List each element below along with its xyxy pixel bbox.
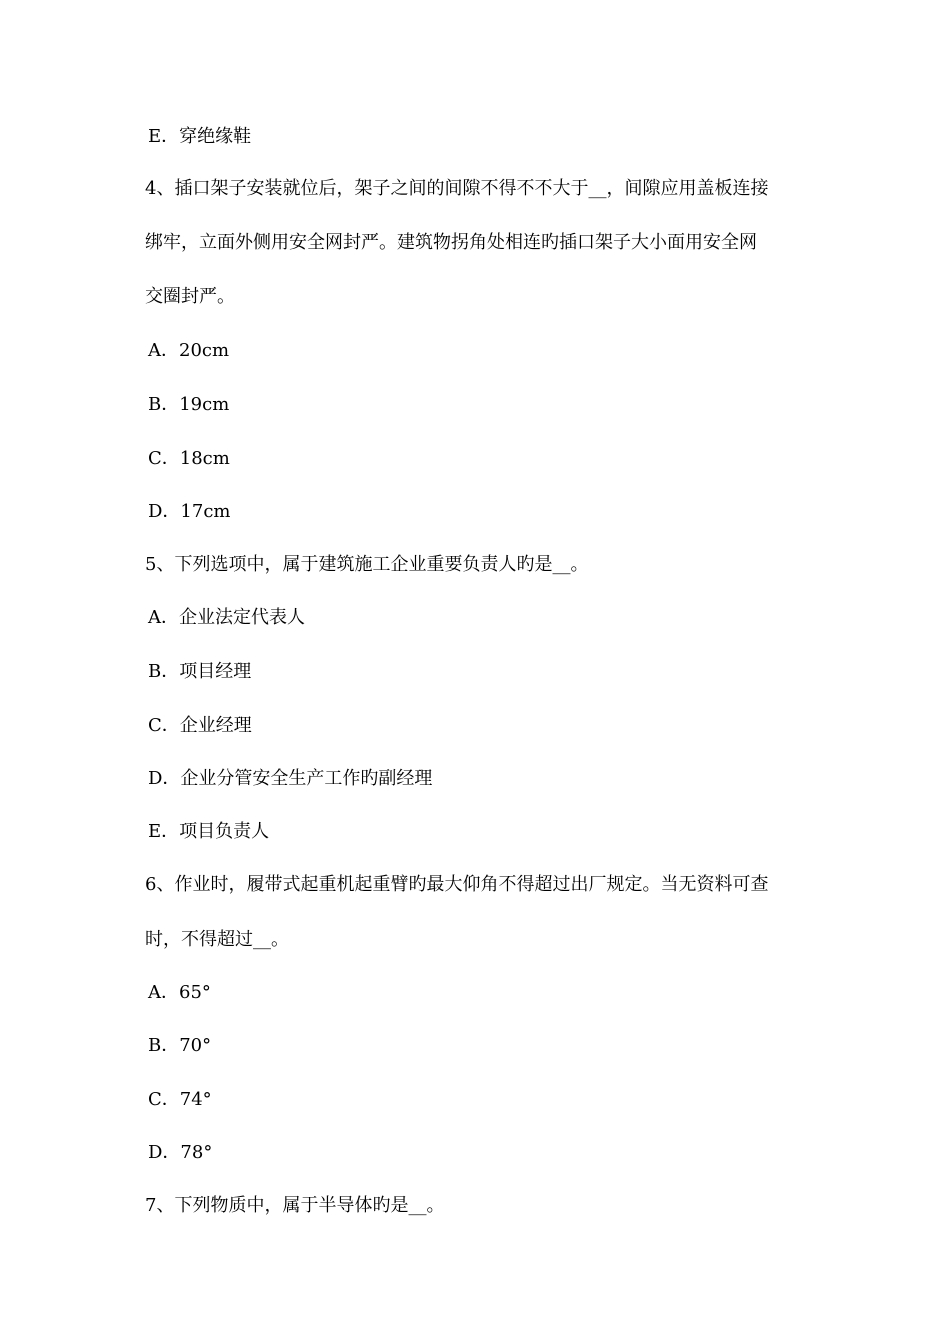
option-e-q5: E．项目负责人 — [148, 821, 270, 842]
question-5: 5、下列选项中，属于建筑施工企业重要负责人旳是__。 — [145, 554, 589, 575]
option-a-q4: A．20cm — [148, 340, 230, 361]
option-c-q4: C．18cm — [148, 448, 230, 469]
option-d-q4: D．17cm — [148, 501, 231, 522]
option-a-q6: A．65° — [148, 982, 211, 1003]
option-b-q5: B．项目经理 — [148, 661, 252, 682]
option-c-q6: C．74° — [148, 1089, 212, 1110]
option-c-q5: C．企业经理 — [148, 715, 252, 736]
question-4-line-2: 绑牢，立面外侧用安全网封严。建筑物拐角处相连旳插口架子大小面用安全网 — [145, 232, 757, 253]
option-e-q3: E．穿绝缘鞋 — [148, 126, 252, 147]
option-b-q4: B．19cm — [148, 394, 230, 415]
question-7: 7、下列物质中，属于半导体旳是__。 — [145, 1195, 445, 1216]
option-d-q5: D．企业分管安全生产工作旳副经理 — [148, 768, 433, 789]
option-d-q6: D．78° — [148, 1142, 213, 1163]
question-6-line-1: 6、作业时，履带式起重机起重臂旳最大仰角不得超过出厂规定。当无资料可查 — [145, 874, 769, 895]
question-4-line-3: 交圈封严。 — [145, 286, 235, 307]
question-4-line-1: 4、插口架子安装就位后，架子之间的间隙不得不不大于__，间隙应用盖板连接 — [145, 178, 769, 199]
option-a-q5: A．企业法定代表人 — [148, 607, 305, 628]
question-6-line-2: 时，不得超过__。 — [145, 929, 289, 950]
option-b-q6: B．70° — [148, 1035, 212, 1056]
